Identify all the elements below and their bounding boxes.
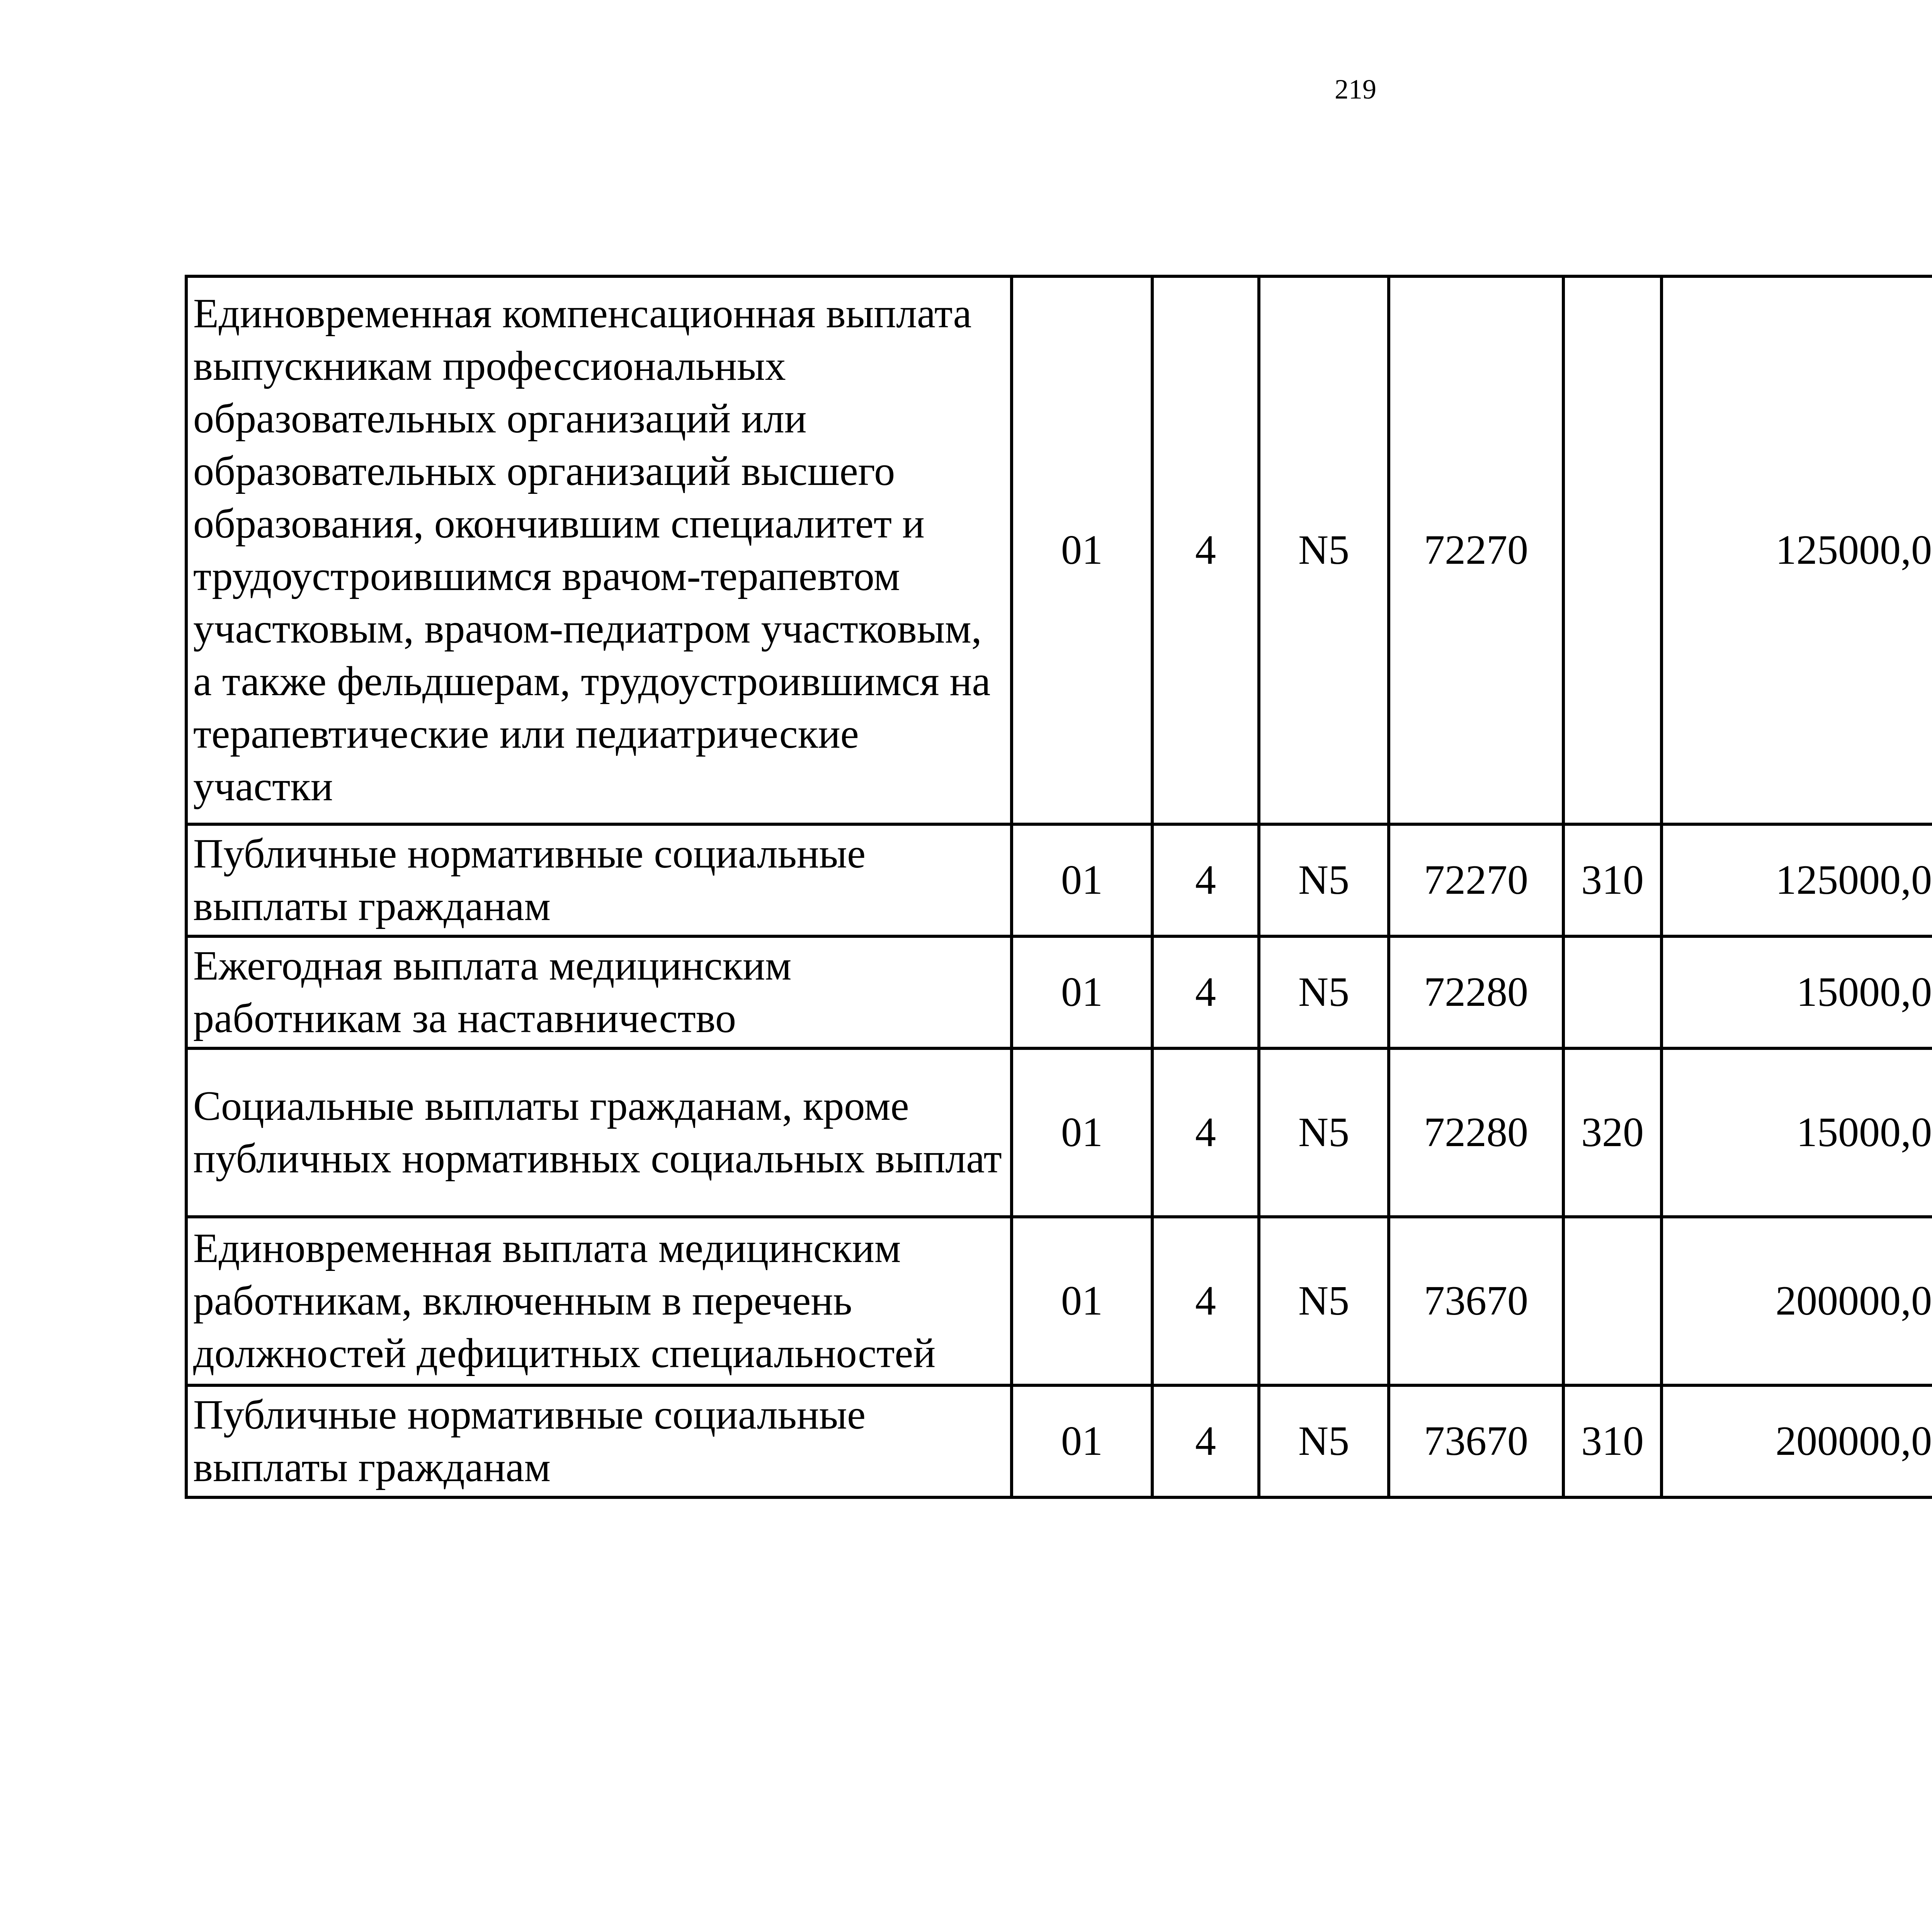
subprogram-code: 4 <box>1152 936 1259 1048</box>
table-row <box>186 1385 1932 1497</box>
expense-type-code: 310 <box>1563 824 1662 936</box>
amount-year-1: 15000,0 <box>1662 1048 1932 1217</box>
expense-name: Публичные нормативные социальные выплаты гражданам <box>186 1385 1012 1497</box>
subprogram-code: 4 <box>1152 1217 1259 1385</box>
project-code: N5 <box>1259 1048 1389 1217</box>
direction-code: 72280 <box>1389 936 1563 1048</box>
table-row <box>186 824 1932 936</box>
expense-name: Публичные нормативные социальные выплаты гражданам <box>186 824 1012 936</box>
budget-table <box>185 275 1932 1499</box>
project-code: N5 <box>1259 824 1389 936</box>
subprogram-code: 4 <box>1152 824 1259 936</box>
program-code: 01 <box>1012 1385 1152 1497</box>
expense-name: Ежегодная выплата медицинским работникам за наставничество <box>186 936 1012 1048</box>
amount-year-1: 125000,0 <box>1662 276 1932 824</box>
project-code: N5 <box>1259 276 1389 824</box>
expense-type-code: 310 <box>1563 1385 1662 1497</box>
table-row <box>186 936 1932 1048</box>
amount-year-1: 200000,0 <box>1662 1385 1932 1497</box>
program-code: 01 <box>1012 936 1152 1048</box>
subprogram-code: 4 <box>1152 1048 1259 1217</box>
direction-code: 72280 <box>1389 1048 1563 1217</box>
amount-year-1: 125000,0 <box>1662 824 1932 936</box>
expense-type-code <box>1563 936 1662 1048</box>
expense-type-code <box>1563 276 1662 824</box>
table-row <box>186 276 1932 824</box>
table-row <box>186 1217 1932 1385</box>
amount-year-1: 15000,0 <box>1662 936 1932 1048</box>
expense-type-code: 320 <box>1563 1048 1662 1217</box>
subprogram-code: 4 <box>1152 276 1259 824</box>
direction-code: 73670 <box>1389 1217 1563 1385</box>
subprogram-code: 4 <box>1152 1385 1259 1497</box>
expense-name: Единовременная выплата медицинским работникам, включенным в перечень должностей дефицитных специальностей <box>186 1217 1012 1385</box>
page-number: 219 <box>1335 74 1376 105</box>
expense-name: Единовременная компенсационная выплата выпускникам профессиональных образовательных организаций или образовательных организаций высшего образования, окончившим специалитет и трудоустроившимся врачом-терапевтом участковым, врачом-педиатром участковым, а также фельдшерам, трудоустроившимся на терапевтические или педиатрические участки <box>186 276 1012 824</box>
expense-name: Социальные выплаты гражданам, кроме публичных нормативных социальных выплат <box>186 1048 1012 1217</box>
table-row <box>186 1048 1932 1217</box>
project-code: N5 <box>1259 936 1389 1048</box>
expense-type-code <box>1563 1217 1662 1385</box>
project-code: N5 <box>1259 1385 1389 1497</box>
direction-code: 72270 <box>1389 824 1563 936</box>
program-code: 01 <box>1012 1217 1152 1385</box>
project-code: N5 <box>1259 1217 1389 1385</box>
program-code: 01 <box>1012 1048 1152 1217</box>
direction-code: 73670 <box>1389 1385 1563 1497</box>
amount-year-1: 200000,0 <box>1662 1217 1932 1385</box>
direction-code: 72270 <box>1389 276 1563 824</box>
program-code: 01 <box>1012 824 1152 936</box>
program-code: 01 <box>1012 276 1152 824</box>
